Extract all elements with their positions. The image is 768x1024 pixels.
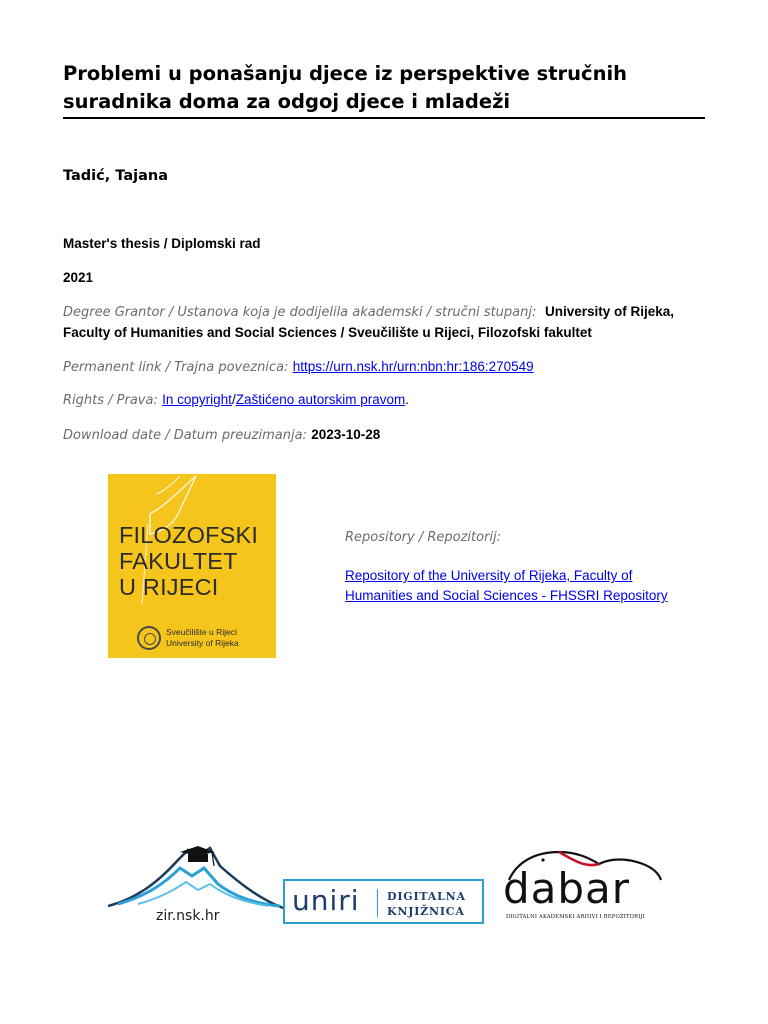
dabar-logo[interactable] [503,846,665,928]
uniri-logo-word: uniri [292,884,360,917]
repository-link-block [345,566,675,606]
rights-link-en[interactable]: In copyright [162,392,232,407]
faculty-logo-uni-hr: Sveučilište u Rijeci [166,627,237,637]
uniri-logo-line2: KNJIŽNICA [387,905,465,918]
dabar-logo-word: dabar [503,864,631,913]
faculty-logo-line1: FILOZOFSKI [119,522,259,548]
rights-link-hr[interactable]: Zaštićeno autorskim pravom [235,392,406,407]
document-type: Master's thesis / Diplomski rad [63,236,261,251]
document-title: Problemi u ponašanju djece iz perspektive stručnih suradnika doma za odgoj djece i mladeži [63,62,628,113]
zir-logo-text: zir.nsk.hr [156,908,220,924]
faculty-logo-line2: FAKULTET [119,548,238,574]
download-date-label: Download date / Datum preuzimanja: [63,428,307,443]
degree-grantor-value: University of Rijeka, Faculty of Humanities and Social Sciences / Sveučilište u Rijeci, Filozofski fakultet [63,304,675,340]
dabar-logo-subtitle: DIGITALNI AKADEMSKI ARHIVI I REPOZITORIJI [506,914,646,920]
author-name: Tadić, Tajana [63,168,168,184]
mountain-icon [108,842,283,912]
document-year: 2021 [63,270,94,285]
download-date-row [63,425,713,446]
permanent-link-row [63,357,713,378]
uniri-logo-divider [377,889,378,917]
repository-label: Repository / Repozitorij: [345,530,502,545]
degree-grantor-label: Degree Grantor / Ustanova koja je dodijelila akademski / stručni stupanj: [63,305,537,320]
faculty-logo-uni-en: University of Rijeka [166,638,239,648]
uniri-logo[interactable] [283,879,484,924]
rights-label: Rights / Prava: [63,393,158,408]
zir-logo[interactable] [108,842,283,932]
title-divider [63,117,705,119]
permanent-link[interactable]: https://urn.nsk.hr/urn:nbn:hr:186:270549 [292,359,534,374]
rights-separator: / [231,392,236,407]
repository-link[interactable]: Repository of the University of Rijeka, Faculty of Humanities and Social Sciences - FHSSRI Repository [345,568,668,603]
download-date-value: 2023-10-28 [311,427,381,442]
uniri-logo-line1: DIGITALNA [387,890,466,903]
permanent-link-label: Permanent link / Trajna poveznica: [63,360,289,375]
degree-grantor-row [63,302,713,343]
faculty-logo-line3: U RIJECI [119,574,219,600]
faculty-logo [108,474,276,658]
university-seal-icon [137,626,161,650]
rights-row [63,390,713,411]
rights-period: . [405,392,410,407]
